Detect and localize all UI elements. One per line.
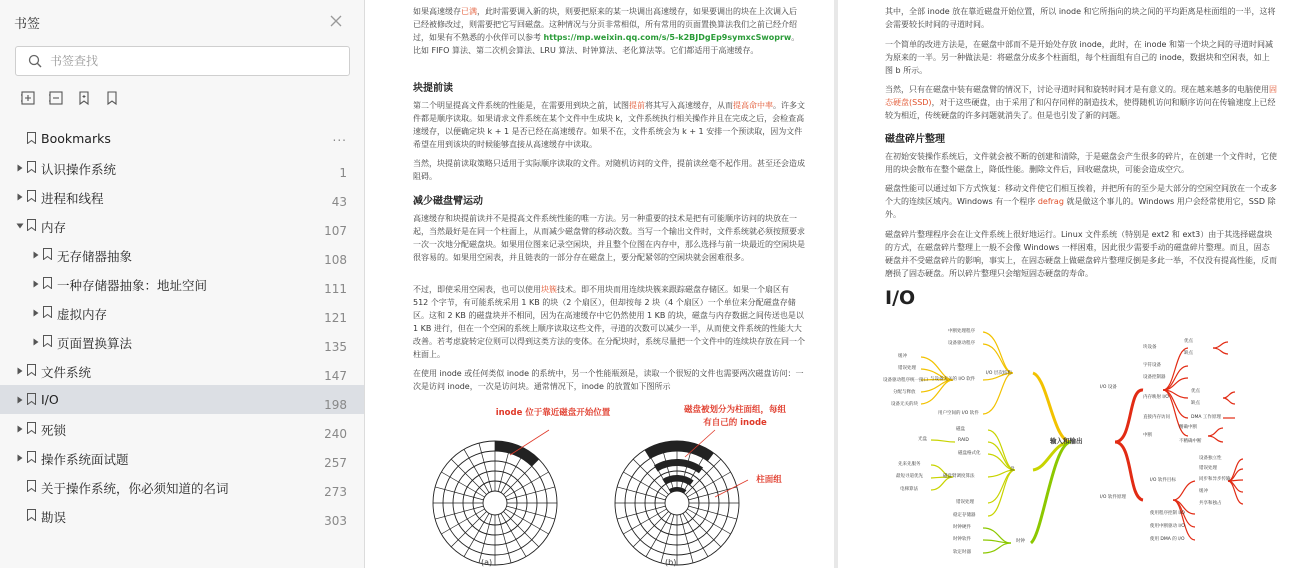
mindmap-node: 字符设备: [1143, 363, 1161, 368]
bookmark-item[interactable]: [0, 153, 364, 182]
disk-sector-line: [451, 511, 486, 546]
mindmap-node: 缺点: [1184, 351, 1193, 356]
bookmark-label: 页面置换算法: [57, 336, 133, 351]
bookmark-flag-icon: [27, 509, 36, 521]
mindmap-node: 优点: [1191, 389, 1200, 394]
chevron-right-icon[interactable]: [32, 338, 40, 346]
mindmap-node: 软定时器: [953, 550, 971, 555]
bookmark-item[interactable]: [0, 298, 364, 327]
mindmap-node: 先来先服务: [898, 462, 921, 467]
bookmark-label: I/O: [41, 392, 59, 407]
mindmap-center: 输入和输出: [1050, 437, 1083, 445]
bookmark-flag-icon: [43, 306, 52, 318]
disk-sector-line: [498, 515, 511, 563]
mindmap-node: 分配与释放: [893, 390, 916, 395]
mindmap-branch-hierarchy: [1033, 373, 1071, 442]
mindmap-node: 设备控制器: [1143, 375, 1166, 380]
bookmark-page-number: 111: [324, 282, 347, 296]
inode-region: [669, 487, 687, 493]
mindmap-node: 磁盘格式化: [958, 451, 981, 456]
bookmark-page-number: 1: [339, 166, 347, 180]
paragraph-cylinder-groups: 一个简单的改进方法是，在磁盘中部而不是开始处存放 inode，此时，在 inode 和第一个块之间的寻道时间减为原来的一半。另一种做法是：将磁盘分成多个柱面组，每个柱面组有自己的 inode，数据块和空闲表，如上图 b 所示。: [885, 40, 1273, 75]
mindmap-node: I/O 软件目标: [1150, 478, 1176, 483]
bookmark-item[interactable]: [0, 356, 364, 385]
disk-sector-line: [633, 511, 668, 546]
bookmark-icon[interactable]: [104, 90, 120, 106]
bookmark-label: Bookmarks: [41, 131, 111, 146]
bookmark-item[interactable]: [0, 414, 364, 443]
article-link[interactable]: https://mp.weixin.qq.com/s/5-k2BJDgEp9symxcSwoprw: [543, 33, 792, 42]
bookmark-page-number: 303: [324, 514, 347, 528]
disk-sector-line: [685, 511, 720, 546]
paragraph-prefetch: 第二个明显提高文件系统的性能是，在需要用到块之前，试图提前将其写入高速缓存，从而提高命中率。许多文件都是顺序读取。如果请求文件系统在某个文件中生成块 k，文件系统执行相关操作并且在完成之后，会检查高速缓存，以便确定块 k + 1 是否已经在高速缓存。如果不在，文件系统会为 k + 1 安排一个预读取，因为文件希望在用到该块的时候能够直接从高速缓存中读取。: [413, 101, 805, 149]
disk-sector-line: [680, 515, 693, 563]
bookmark-label: 关于操作系统，你必须知道的名词: [41, 481, 229, 496]
mindmap-node: 电梯算法: [900, 487, 918, 492]
figure-a-caption: (a): [481, 558, 493, 567]
bookmark-item[interactable]: [0, 327, 364, 356]
bookmark-page-number: 108: [324, 253, 347, 267]
figure-b-label: 磁盘被划分为柱面组，每组有自己的 inode: [683, 405, 786, 428]
mindmap-node: 设备无关的块: [891, 402, 918, 407]
figure-a-label: inode 位于靠近磁盘开始位置: [495, 408, 611, 418]
figure-b-pointer-2: [715, 480, 748, 497]
mindmap-node: 不精确中断: [1179, 439, 1202, 444]
bookmark-label: 认识操作系统: [41, 162, 117, 177]
bookmark-toolbar: [20, 90, 120, 106]
bookmark-flag-icon: [27, 190, 36, 202]
disk-sector-line: [689, 506, 737, 519]
bookmark-flag-icon: [27, 422, 36, 434]
search-icon: [28, 54, 42, 68]
paragraph-prefetch-limit: 当然，块提前读取策略只适用于实际顺序读取的文件。对随机访问的文件，提前读丝毫不起作用。甚至还会造成阻碍。: [413, 159, 805, 181]
mindmap-node: 用户空间的 I/O 软件: [938, 411, 979, 416]
document-view[interactable]: [365, 0, 1303, 568]
chevron-right-icon[interactable]: [16, 367, 24, 375]
mindmap-node: 使用 DMA 的 I/O: [1150, 537, 1185, 542]
paragraph-defrag-restore: 磁盘性能可以通过如下方式恢复：移动文件使它们相互挨着，并把所有的至少是大部分的空闲空间放在一个或多个大的连续区域内。Windows 有一个程序 defrag 就是做这个事儿的。Windows 用户会经常使用它，SSD 除外。: [885, 184, 1277, 219]
bookmark-label: 无存储器抽象: [57, 249, 133, 264]
mindmap-node: 时钟软件: [953, 537, 971, 542]
chevron-right-icon[interactable]: [16, 396, 24, 404]
mindmap-node: 磁盘: [956, 427, 965, 432]
bookmark-page-number: 147: [324, 369, 347, 383]
chevron-right-icon[interactable]: [16, 193, 24, 201]
bookmark-label: 内存: [41, 220, 67, 235]
mindmap-node: 盘: [1010, 467, 1015, 472]
paragraph-defrag-linux: 磁盘碎片整理程序会在让文件系统上很好地运行。Linux 文件系统（特别是 ext2 和 ext3）由于其选择磁盘块的方式，在磁盘碎片整理上一般不会像 Windows 一样困难，因此很少需要手动的磁盘碎片整理。而且，固态硬盘并不受磁盘碎片的影响，事实上，在固态硬盘上做磁盘碎片整理反倒是多此一举，不仅没有提高性能，反而磨损了固态硬盘。所以碎片整理只会缩短固态硬盘的寿命。: [885, 230, 1277, 278]
heading-prefetch: 块提前读: [413, 83, 453, 94]
bookmark-label: 进程和线程: [41, 191, 104, 206]
chevron-right-icon[interactable]: [16, 164, 24, 172]
pdf-page-left: [365, 0, 834, 568]
bookmark-page-number: 273: [324, 485, 347, 499]
mindmap-node: DMA 工作原理: [1191, 415, 1221, 420]
bookmark-label: 一种存储器抽象：地址空间: [57, 278, 208, 293]
bookmark-flag-icon: [27, 364, 36, 376]
figure-b-caption: (b): [665, 558, 677, 567]
bookmark-flag-icon: [27, 219, 36, 231]
mindmap-node: 错误处理: [1199, 466, 1217, 471]
mindmap-node: 同步和异步传输: [1199, 477, 1231, 482]
mindmap-node: 块设备: [1143, 345, 1157, 350]
mindmap-node: 稳定存储器: [953, 513, 976, 518]
mindmap-node: RAID: [958, 438, 969, 443]
sidebar-header: [0, 0, 364, 44]
mindmap-node: I/O 设备: [1100, 385, 1117, 390]
io-mindmap: [883, 318, 1303, 568]
bookmark-flag-icon: [27, 132, 36, 144]
mindmap-node: 缓冲: [1199, 489, 1208, 494]
disk-b: [615, 441, 739, 565]
disk-sector-line: [503, 511, 538, 546]
mindmap-node: 磁盘臂调度算法: [943, 474, 975, 479]
bookmark-item[interactable]: [0, 182, 364, 211]
figure-b-label-cylinder: 柱面组: [756, 475, 782, 485]
bookmark-item[interactable]: [0, 472, 364, 501]
chevron-right-icon[interactable]: [32, 280, 40, 288]
bookmark-flag-icon: [43, 248, 52, 260]
chevron-down-icon[interactable]: [16, 222, 24, 230]
mindmap-node: 优点: [1184, 339, 1193, 344]
paragraph-fragmentation: 在初始安装操作系统后，文件就会被不断的创建和清除，于是磁盘会产生很多的碎片，在创建一个文件时，它使用的块会散布在整个磁盘上，降低性能。删除文件后，回收磁盘块，可能会造成空穴。: [885, 152, 1277, 174]
paragraph-ssd: 当然，只有在磁盘中装有磁盘臂的情况下，讨论寻道时间和旋转时间才是有意义的。现在越来越多的电脑使用固态硬盘(SSD)，对于这些硬盘，由于采用了和闪存同样的制造技术，使得随机访问和顺序访问在传输速度上已经较为相近，传统硬盘的许多问题就消失了。但是也引发了新的问题。: [885, 85, 1277, 120]
mindmap-node: 缺点: [1191, 401, 1200, 406]
chevron-right-icon[interactable]: [16, 425, 24, 433]
disk-sector-line: [479, 443, 492, 491]
mindmap-node: 精确中断: [1179, 425, 1197, 430]
bookmark-item[interactable]: [0, 443, 364, 472]
mindmap-node: 缓冲: [898, 354, 907, 359]
mindmap-node: 错误处理: [898, 366, 916, 371]
chevron-right-icon[interactable]: [32, 251, 40, 259]
bookmark-sidebar: [0, 0, 365, 568]
mindmap-node: 中断: [1143, 433, 1152, 438]
mindmap-node: 与设备无关的 I/O 软件: [930, 377, 976, 382]
bookmark-page-number: ...: [332, 130, 347, 144]
bookmark-flag-icon: [27, 480, 36, 492]
disk-sector-line: [617, 487, 665, 500]
chevron-right-icon[interactable]: [32, 309, 40, 317]
bookmark-flag-icon: [27, 451, 36, 463]
disk-sector-line: [503, 459, 538, 494]
disk-track: [665, 491, 689, 515]
bookmark-item[interactable]: [0, 501, 364, 530]
disk-sector-line: [507, 487, 555, 500]
mindmap-node: 中断处理程序: [948, 329, 975, 334]
bookmark-item[interactable]: [0, 124, 364, 153]
mindmap-node: 错误处理: [956, 500, 974, 505]
mindmap-node: I/O 软件原理: [1100, 495, 1126, 500]
mindmap-node: 使用中断驱动 I/O: [1150, 524, 1185, 529]
paragraph-block-cluster: 不过，即使采用空闲表，也可以使用块簇技术。即不用块而用连续块簇来跟踪磁盘存储区。如果一个扇区有 512 个字节，有可能系统采用 1 KB 的块（2 个扇区），但却按每 2 块（4 个扇区）一个单位来分配磁盘存储区。这和 2 KB 的磁盘块并不相同，因为在高速缓存中它仍然使用 1 KB 的块，磁盘与内存数据之间传送也是以 1 KB 进行，但在一个空闲的系统上顺序读取这些文件，寻道的次数可以减少一半，从而使文件系统的性能大大改善。若考虑旋转定位则可以得到这类方法的变体。在分配块时，系统尽量把一个文件中的连续块存放在同一个柱面上。: [413, 285, 805, 359]
bookmark-page-number: 107: [324, 224, 347, 238]
expand-all-icon[interactable]: [20, 90, 36, 106]
bookmark-flag-icon: [27, 161, 36, 173]
chevron-right-icon[interactable]: [16, 454, 24, 462]
mindmap-node: 直接内存访问: [1143, 415, 1170, 420]
collapse-all-icon[interactable]: [48, 90, 64, 106]
mindmap-branch-io-devices: [1115, 390, 1143, 442]
bookmark-label: 死锁: [41, 423, 67, 438]
bookmark-label: 勘误: [41, 510, 67, 525]
mindmap-node: I/O 层次结构: [986, 371, 1012, 376]
bookmark-item[interactable]: [0, 385, 364, 414]
mindmap-node: 光盘: [918, 437, 927, 442]
bookmark-list: [0, 124, 364, 530]
bookmark-label: 虚拟内存: [57, 307, 108, 322]
disk-sector-line: [435, 487, 483, 500]
disk-inode-figure: [415, 425, 805, 568]
close-icon[interactable]: [328, 13, 344, 29]
bookmark-page-number: 240: [324, 427, 347, 441]
mindmap-node: 内存映射 I/O: [1143, 395, 1169, 400]
bookmark-page-number: 135: [324, 340, 347, 354]
disk-sector-line: [507, 506, 555, 519]
add-bookmark-icon[interactable]: [76, 90, 92, 106]
bookmark-label: 操作系统面试题: [41, 452, 129, 467]
paragraph-inode-placement: 在使用 inode 或任何类似 inode 的系统中，另一个性能瓶颈是，读取一个很短的文件也需要两次磁盘访问：一次是访问 inode，一次是访问块。通常情况下，inode 的放置如下图所示: [413, 369, 804, 391]
paragraph-arm-motion: 高速缓存和块提前读并不是提高文件系统性能的唯一方法。另一种重要的技术是把有可能顺序访问的块放在一起，当然最好是在同一个柱面上，从而减少磁盘臂的移动次数。当写一个输出文件时，文件系统就必须按照要求一次一次地分配磁盘块。如果用位图来记录空闲块，并且整个位图在内存中，那么选择与前一块最近的空闲块是很容易的。如果用空闲表，并且链表的一部分存在磁盘上，要分配紧邻的空闲块就会困难很多。: [413, 214, 805, 262]
bookmark-page-number: 43: [331, 195, 347, 209]
mindmap-node: 设备驱动程序统一接口: [883, 378, 928, 383]
disk-sector-line: [451, 459, 486, 494]
disk-track: [483, 491, 507, 515]
disk-sector-line: [617, 506, 665, 519]
mindmap-branch-io-software: [1115, 442, 1143, 500]
disk-sector-line: [435, 506, 483, 519]
bookmark-flag-icon: [27, 393, 36, 405]
bookmark-item[interactable]: [0, 211, 364, 240]
bookmark-page-number: 198: [324, 398, 347, 412]
mindmap-node: 时钟硬件: [953, 525, 971, 530]
bookmark-label: 文件系统: [41, 365, 92, 380]
paragraph-inode-distance: 其中，全部 inode 放在靠近磁盘开始位置，所以 inode 和它所指向的块之间的平均距离是柱面组的一半，这将会需要较长时间的寻道时间。: [885, 7, 1276, 29]
bookmark-flag-icon: [43, 277, 52, 289]
bookmark-search-input[interactable]: [50, 54, 330, 68]
paragraph-cache-full: 如果高速缓存已满，此时需要调入新的块，则要把原来的某一块调出高速缓存，如果要调出的块在上次调入后已经被修改过，则需要把它写回磁盘。这种情况与分页非常相似，所有常用的页面置换算法我们之前已经介绍过，如果有不熟悉的小伙伴可以参考 https://mp.weixin.qq.com/s/5-k2BJDgEp9symxcSwoprw。比如 FIFO 算法、第二次机会算法、LRU 算法、时钟算法、老化算法等。它们都适用于高速缓存。: [413, 7, 800, 55]
heading-reduce-arm-motion: 减少磁盘臂运动: [413, 196, 483, 207]
heading-defrag: 磁盘碎片整理: [885, 134, 945, 145]
mindmap-node: 最短寻道优先: [896, 474, 923, 479]
bookmark-page-number: 257: [324, 456, 347, 470]
mindmap-node: 设备独立性: [1199, 456, 1222, 461]
bookmark-page-number: 121: [324, 311, 347, 325]
bookmark-flag-icon: [43, 335, 52, 347]
mindmap-node: 共享和独占: [1199, 501, 1222, 506]
bookmark-item[interactable]: [0, 240, 364, 269]
heading-io: I/O: [885, 287, 916, 309]
disk-a: [433, 441, 557, 565]
bookmark-item[interactable]: [0, 269, 364, 298]
mindmap-node: 设备驱动程序: [948, 341, 975, 346]
mindmap-node: 使用程序控制 I/O: [1150, 511, 1185, 516]
disk-sector-line: [689, 487, 737, 500]
bookmark-search-box[interactable]: [15, 46, 350, 76]
sidebar-title: 书签: [14, 16, 41, 32]
mindmap-node: 时钟: [1016, 539, 1025, 544]
pdf-page-right: [838, 0, 1303, 568]
